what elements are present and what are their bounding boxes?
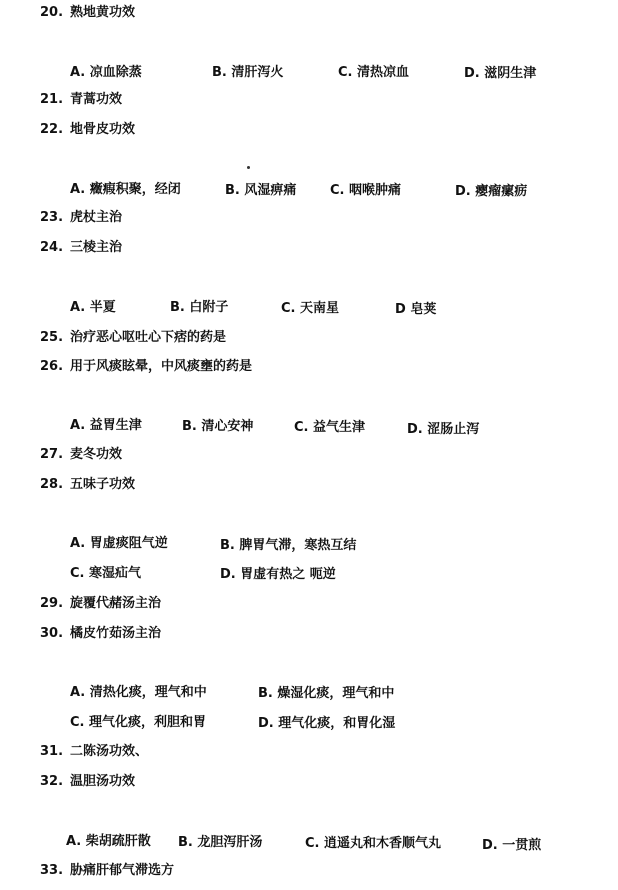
option-d: D. 一贯煎: [482, 838, 542, 853]
question-text: 熟地黄功效: [70, 5, 136, 20]
question-26: [40, 359, 252, 375]
speck: [247, 166, 250, 169]
option-c: C. 天南星: [281, 301, 340, 316]
option-d: D. 胃虚有热之 呃逆: [220, 567, 336, 582]
question-text: 二陈汤功效、: [70, 744, 149, 759]
option-d: D. 瘿瘤瘰疬: [455, 184, 528, 199]
option-b: B. 白附子: [170, 300, 229, 315]
question-23: [40, 210, 122, 226]
question-text: 治疗恶心呕吐心下痞的药是: [70, 330, 227, 345]
question-text: 三棱主治: [70, 240, 123, 255]
question-text: 温胆汤功效: [70, 774, 136, 789]
option-a: A. 清热化痰，理气和中: [70, 685, 207, 700]
option-a: A. 凉血除蒸: [70, 65, 142, 80]
question-29: [40, 596, 161, 612]
question-number: 28.: [40, 477, 64, 492]
question-31: [40, 744, 148, 760]
option-a: A. 癥瘕积聚，经闭: [70, 182, 181, 197]
question-number: 25.: [40, 330, 64, 345]
question-number: 30.: [40, 626, 64, 641]
option-c: C. 理气化痰，利胆和胃: [70, 715, 207, 730]
question-number: 31.: [40, 744, 64, 759]
question-25: [40, 330, 226, 346]
question-text: 麦冬功效: [70, 447, 123, 462]
option-a: A. 胃虚痰阻气逆: [70, 536, 168, 551]
option-d: D. 滋阴生津: [464, 66, 537, 81]
question-text: 五味子功效: [70, 477, 136, 492]
question-text: 旋覆代赭汤主治: [70, 596, 162, 611]
option-b: B. 燥湿化痰，理气和中: [258, 686, 395, 701]
question-text: 地骨皮功效: [70, 122, 136, 137]
option-b: B. 风湿痹痛: [225, 183, 297, 198]
question-22: [40, 122, 135, 138]
question-32: [40, 774, 135, 790]
question-text: 虎杖主治: [70, 210, 123, 225]
option-d: D. 理气化痰，和胃化湿: [258, 716, 396, 731]
option-d: D 皂荚: [395, 302, 437, 317]
option-c: C. 寒湿疝气: [70, 566, 142, 581]
question-number: 21.: [40, 92, 64, 107]
question-28: [40, 477, 135, 493]
question-20: [40, 5, 135, 21]
option-d: D. 涩肠止泻: [407, 422, 480, 437]
option-c: C. 咽喉肿痛: [330, 183, 402, 198]
question-24: [40, 240, 122, 256]
question-number: 24.: [40, 240, 64, 255]
question-30: [40, 626, 161, 642]
question-number: 27.: [40, 447, 64, 462]
option-c: C. 逍遥丸和木香顺气丸: [305, 836, 442, 851]
question-number: 26.: [40, 359, 64, 374]
question-text: 青蒿功效: [70, 92, 123, 107]
option-b: B. 龙胆泻肝汤: [178, 835, 263, 850]
question-number: 32.: [40, 774, 64, 789]
question-text: 用于风痰眩晕，中风痰壅的药是: [70, 359, 253, 374]
question-number: 23.: [40, 210, 64, 225]
option-b: B. 脾胃气滞，寒热互结: [220, 538, 357, 553]
option-b: B. 清肝泻火: [212, 65, 284, 80]
option-a: A. 半夏: [70, 300, 116, 315]
option-a: A. 柴胡疏肝散: [66, 834, 151, 849]
option-c: C. 益气生津: [294, 420, 366, 435]
option-b: B. 清心安神: [182, 419, 254, 434]
question-number: 22.: [40, 122, 64, 137]
question-number: 29.: [40, 596, 64, 611]
question-text: 胁痛肝郁气滞选方: [70, 863, 175, 878]
option-a: A. 益胃生津: [70, 418, 142, 433]
question-number: 20.: [40, 5, 64, 20]
question-33: [40, 863, 174, 879]
question-21: [40, 92, 122, 108]
question-text: 橘皮竹茹汤主治: [70, 626, 162, 641]
option-c: C. 清热凉血: [338, 65, 410, 80]
question-27: [40, 447, 122, 463]
question-number: 33.: [40, 863, 64, 878]
